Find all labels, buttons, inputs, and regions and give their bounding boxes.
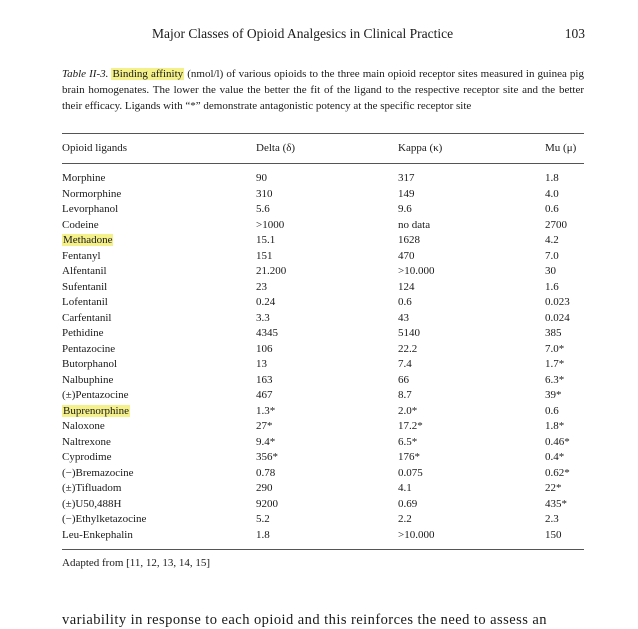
table-row — [62, 435, 584, 451]
delta-value: 356* — [256, 451, 278, 463]
kappa-value: 8.7 — [398, 389, 412, 401]
delta-value: 9200 — [256, 497, 278, 510]
body-text: variability in response to each opioid and this reinforces the need to assess an — [62, 612, 547, 628]
kappa-value: 17.2* — [398, 420, 423, 432]
kappa-value: 2.2 — [398, 513, 412, 525]
table-row — [62, 419, 584, 435]
table-row — [62, 202, 584, 218]
delta-value: 310 — [256, 187, 273, 200]
caption-highlighted-phrase: Binding affinity — [112, 68, 184, 80]
ligand-name: Butorphanol — [62, 358, 117, 370]
ligand-name: (±)Pentazocine — [62, 389, 129, 401]
ligand-name: Sufentanil — [62, 280, 108, 293]
delta-value: 13 — [256, 358, 267, 370]
table-footnote: Adapted from [11, 12, 13, 14, 15] — [62, 557, 211, 569]
ligand-name: (−)Bremazocine — [62, 466, 134, 479]
caption-text: (nmol/l) of various opioids to the three main opioid receptor sites measured in guinea pig brain homogenates. The lower the value the better the fit of the ligand to the respective receptor site and the better their efficacy. Ligands with “*” demonstrate antagonistic potency at the specific receptor site — [62, 68, 584, 112]
ligand-name: Morphine — [62, 172, 106, 184]
kappa-value: 176* — [398, 451, 420, 463]
delta-value: 4345 — [256, 327, 278, 339]
ligand-name: Nalbuphine — [62, 373, 114, 386]
mu-value: 150 — [545, 528, 562, 541]
table-caption — [62, 66, 584, 114]
mu-value: 22* — [545, 482, 562, 494]
kappa-value: 9.6 — [398, 203, 412, 215]
delta-value: 21.200 — [256, 265, 287, 277]
ligand-name: Alfentanil — [62, 265, 107, 277]
delta-value: 23 — [256, 280, 267, 293]
kappa-value: 2.0* — [398, 404, 418, 417]
table-row — [62, 249, 584, 265]
mu-value: 7.0 — [545, 249, 559, 262]
kappa-value: 149 — [398, 187, 415, 200]
ligand-name: Pethidine — [62, 327, 104, 339]
mu-value: 0.6 — [545, 203, 559, 215]
table-row — [62, 466, 584, 482]
kappa-value: 1628 — [398, 234, 420, 246]
ligand-name: Naloxone — [62, 420, 105, 432]
ligand-name: Pentazocine — [62, 342, 116, 355]
delta-value: 9.4* — [256, 435, 276, 448]
mu-value: 7.0* — [545, 342, 565, 355]
mu-value: 1.7* — [545, 358, 565, 370]
kappa-value: 317 — [398, 172, 415, 184]
ligand-name: Carfentanil — [62, 311, 112, 324]
delta-value: 151 — [256, 249, 273, 262]
ligand-name: Buprenorphine — [63, 404, 129, 417]
header-delta: Delta (δ) — [256, 142, 296, 154]
table-bottom-rule — [62, 549, 584, 550]
mu-value: 385 — [545, 327, 562, 339]
mu-value: 0.62* — [545, 466, 570, 479]
kappa-value: 7.4 — [398, 358, 412, 370]
delta-value: 5.6 — [256, 203, 270, 215]
header-rule — [62, 163, 584, 164]
page-number: 103 — [564, 26, 585, 41]
ligand-name: Naltrexone — [62, 435, 111, 448]
delta-value: 0.24 — [256, 296, 276, 308]
mu-value: 0.024 — [545, 311, 570, 324]
kappa-value: 0.69 — [398, 497, 418, 510]
ligand-name: Methadone — [63, 234, 113, 246]
kappa-value: >10.000 — [398, 265, 435, 277]
header-opioid-ligands: Opioid ligands — [62, 142, 128, 154]
ligand-name: Cyprodime — [62, 451, 112, 463]
kappa-value: 5140 — [398, 327, 420, 339]
header-kappa: Kappa (κ) — [398, 142, 443, 154]
table-row — [62, 218, 584, 234]
mu-value: 6.3* — [545, 373, 565, 386]
table-row — [62, 295, 584, 311]
running-head — [0, 26, 638, 46]
delta-value: 3.3 — [256, 311, 270, 324]
ligand-name: (±)U50,488H — [62, 497, 122, 510]
mu-value: 1.8 — [545, 172, 559, 184]
table-row — [62, 497, 584, 513]
delta-value: 467 — [256, 389, 273, 401]
mu-value: 2.3 — [545, 513, 559, 525]
kappa-value: 43 — [398, 311, 409, 324]
table-row — [62, 171, 584, 187]
mu-value: 39* — [545, 389, 562, 401]
ligand-name: Codeine — [62, 218, 99, 231]
mu-value: 30 — [545, 265, 556, 277]
table-row — [62, 342, 584, 358]
table-row — [62, 404, 584, 420]
ligand-name: Fentanyl — [62, 249, 101, 262]
table-row — [62, 528, 584, 544]
mu-value: 0.6 — [545, 404, 559, 417]
mu-value: 435* — [545, 497, 567, 510]
delta-value: 1.3* — [256, 404, 276, 417]
kappa-value: 0.075 — [398, 466, 423, 479]
delta-value: 163 — [256, 373, 273, 386]
table-row — [62, 326, 584, 342]
delta-value: >1000 — [256, 218, 285, 231]
delta-value: 0.78 — [256, 466, 276, 479]
ligand-name: Normorphine — [62, 187, 122, 200]
header-mu: Mu (μ) — [545, 142, 577, 154]
ligand-name: Levorphanol — [62, 203, 119, 215]
mu-value: 4.0 — [545, 187, 559, 200]
mu-value: 1.6 — [545, 280, 559, 293]
mu-value: 0.4* — [545, 451, 565, 463]
ligand-name: Leu-Enkephalin — [62, 528, 133, 541]
delta-value: 27* — [256, 420, 273, 432]
ligand-name: (±)Tifluadom — [62, 482, 122, 494]
kappa-value: 124 — [398, 280, 415, 293]
kappa-value: >10.000 — [398, 528, 435, 541]
kappa-value: 0.6 — [398, 296, 412, 308]
running-head-title: Major Classes of Opioid Analgesics in Clinical Practice — [152, 26, 454, 41]
table-row — [62, 264, 584, 280]
kappa-value: 470 — [398, 249, 415, 262]
delta-value: 1.8 — [256, 528, 270, 541]
table-row — [62, 233, 584, 249]
table-row — [62, 373, 584, 389]
mu-value: 0.023 — [545, 296, 570, 308]
mu-value: 1.8* — [545, 420, 565, 432]
kappa-value: 66 — [398, 373, 409, 386]
delta-value: 90 — [256, 172, 267, 184]
table-row — [62, 450, 584, 466]
kappa-value: 4.1 — [398, 482, 412, 494]
binding-affinity-table — [62, 171, 584, 543]
mu-value: 2700 — [545, 218, 567, 231]
table-row — [62, 481, 584, 497]
delta-value: 15.1 — [256, 234, 276, 246]
kappa-value: no data — [398, 218, 431, 231]
table-row — [62, 280, 584, 296]
delta-value: 106 — [256, 342, 273, 355]
table-row — [62, 357, 584, 373]
delta-value: 5.2 — [256, 513, 270, 525]
table-row — [62, 512, 584, 528]
delta-value: 290 — [256, 482, 273, 494]
table-top-rule — [62, 133, 584, 134]
ligand-name: Lofentanil — [62, 296, 108, 308]
table-row — [62, 388, 584, 404]
table-row — [62, 311, 584, 327]
table-row — [62, 187, 584, 203]
mu-value: 0.46* — [545, 435, 570, 448]
caption-label: Table II-3. — [62, 68, 109, 80]
mu-value: 4.2 — [545, 234, 559, 246]
kappa-value: 6.5* — [398, 435, 418, 448]
kappa-value: 22.2 — [398, 342, 418, 355]
ligand-name: (−)Ethylketazocine — [62, 513, 147, 525]
